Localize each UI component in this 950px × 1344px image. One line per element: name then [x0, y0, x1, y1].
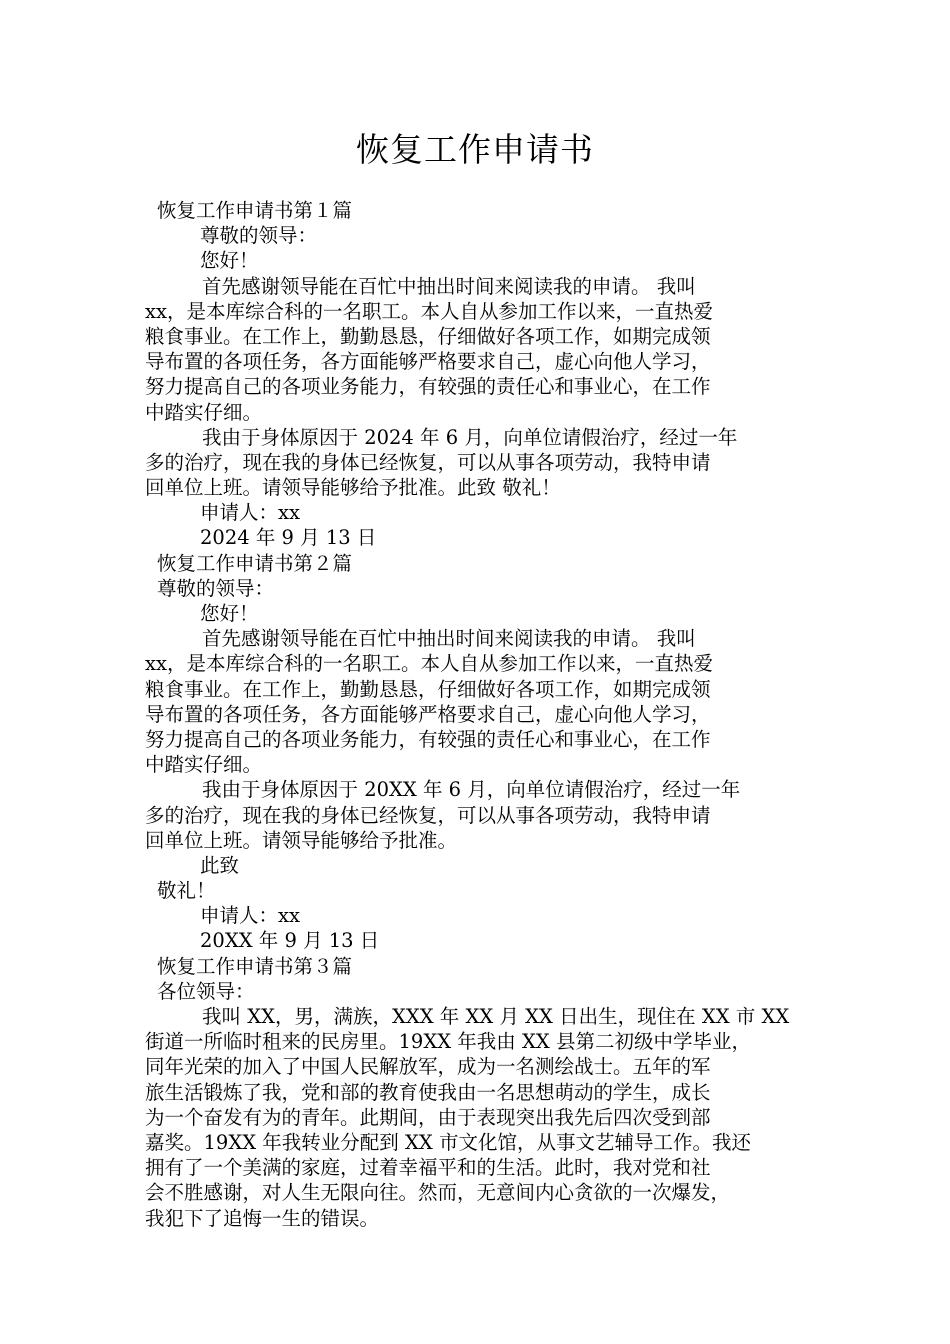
paragraph-line: 我叫 XX，男，满族，XXX 年 XX 月 XX 日出生，现住在 XX 市 XX [202, 1005, 790, 1028]
salutation: 尊敬的领导： [157, 576, 275, 600]
section-heading: 恢复工作申请书第３篇 [157, 954, 353, 978]
paragraph-line: 我由于身体原因于 20XX 年 6 月，向单位请假治疗，经过一年 [202, 778, 741, 802]
paragraph-line: xx，是本库综合科的一名职工。本人自从参加工作以来，一直热爱 [145, 652, 713, 676]
closing-line: 敬礼！ [157, 879, 216, 903]
paragraph-line: 为一个奋发有为的青年。此期间，由于表现突出我先后四次受到部 [145, 1105, 711, 1129]
paragraph-line: 导布置的各项任务，各方面能够严格要求自己，虚心向他人学习， [145, 350, 711, 374]
date-line: 2024 年 9 月 13 日 [200, 526, 377, 550]
paragraph-line: 导布置的各项任务，各方面能够严格要求自己，虚心向他人学习， [145, 702, 711, 726]
paragraph-line: 首先感谢领导能在百忙中抽出时间来阅读我的申请。 我叫 [202, 627, 696, 651]
paragraph-line: 旅生活锻炼了我，党和部的教育使我由一名思想萌动的学生，成长 [145, 1080, 711, 1104]
paragraph-line: 同年光荣的加入了中国人民解放军，成为一名测绘战士。五年的军 [145, 1055, 711, 1079]
paragraph-line: 中踏实仔细。 [145, 753, 263, 777]
paragraph-line: 街道一所临时租来的民房里。19XX 年我由 XX 县第二初级中学毕业， [145, 1030, 751, 1054]
paragraph-line: 嘉奖。19XX 年我转业分配到 XX 市文化馆，从事文艺辅导工作。我还 [145, 1130, 751, 1154]
paragraph-line: 我由于身体原因于 2024 年 6 月，向单位请假治疗，经过一年 [202, 425, 738, 449]
closing-line: 此致 [200, 853, 240, 877]
date-line: 20XX 年 9 月 13 日 [200, 929, 380, 953]
applicant-line: 申请人：xx [200, 501, 300, 525]
paragraph-line: 中踏实仔细。 [145, 400, 263, 424]
paragraph-line: 多的治疗，现在我的身体已经恢复，可以从事各项劳动，我特申请 [145, 803, 711, 827]
paragraph-line: 我犯下了追悔一生的错误。 [145, 1206, 380, 1230]
paragraph-line: 多的治疗，现在我的身体已经恢复，可以从事各项劳动，我特申请 [145, 450, 711, 474]
document-body [145, 198, 825, 1231]
paragraph-line: 努力提高自己的各项业务能力，有较强的责任心和事业心，在工作 [145, 727, 711, 751]
salutation: 各位领导： [157, 979, 255, 1003]
paragraph-line: 回单位上班。请领导能够给予批准。此致 敬礼！ [145, 476, 561, 500]
paragraph-line: 拥有了一个美满的家庭，过着幸福平和的生活。此时，我对党和社 [145, 1156, 711, 1180]
document-title: 恢复工作申请书 [356, 130, 594, 169]
greeting: 您好！ [200, 249, 259, 273]
paragraph-line: 粮食事业。在工作上，勤勤恳恳，仔细做好各项工作，如期完成领 [145, 324, 711, 348]
salutation: 尊敬的领导： [200, 224, 318, 248]
paragraph-line: 粮食事业。在工作上，勤勤恳恳，仔细做好各项工作，如期完成领 [145, 677, 711, 701]
paragraph-line: 回单位上班。请领导能够给予批准。 [145, 828, 458, 852]
greeting: 您好！ [200, 602, 259, 625]
paragraph-line: 首先感谢领导能在百忙中抽出时间来阅读我的申请。 我叫 [202, 274, 696, 298]
applicant-line: 申请人：xx [200, 904, 300, 928]
section-heading: 恢复工作申请书第１篇 [157, 199, 353, 222]
paragraph-line: 会不胜感谢，对人生无限向往。然而，无意间内心贪欲的一次爆发， [145, 1181, 731, 1205]
paragraph-line: xx，是本库综合科的一名职工。本人自从参加工作以来，一直热爱 [145, 299, 713, 323]
section-heading: 恢复工作申请书第２篇 [157, 551, 353, 575]
paragraph-line: 努力提高自己的各项业务能力，有较强的责任心和事业心，在工作 [145, 375, 711, 399]
